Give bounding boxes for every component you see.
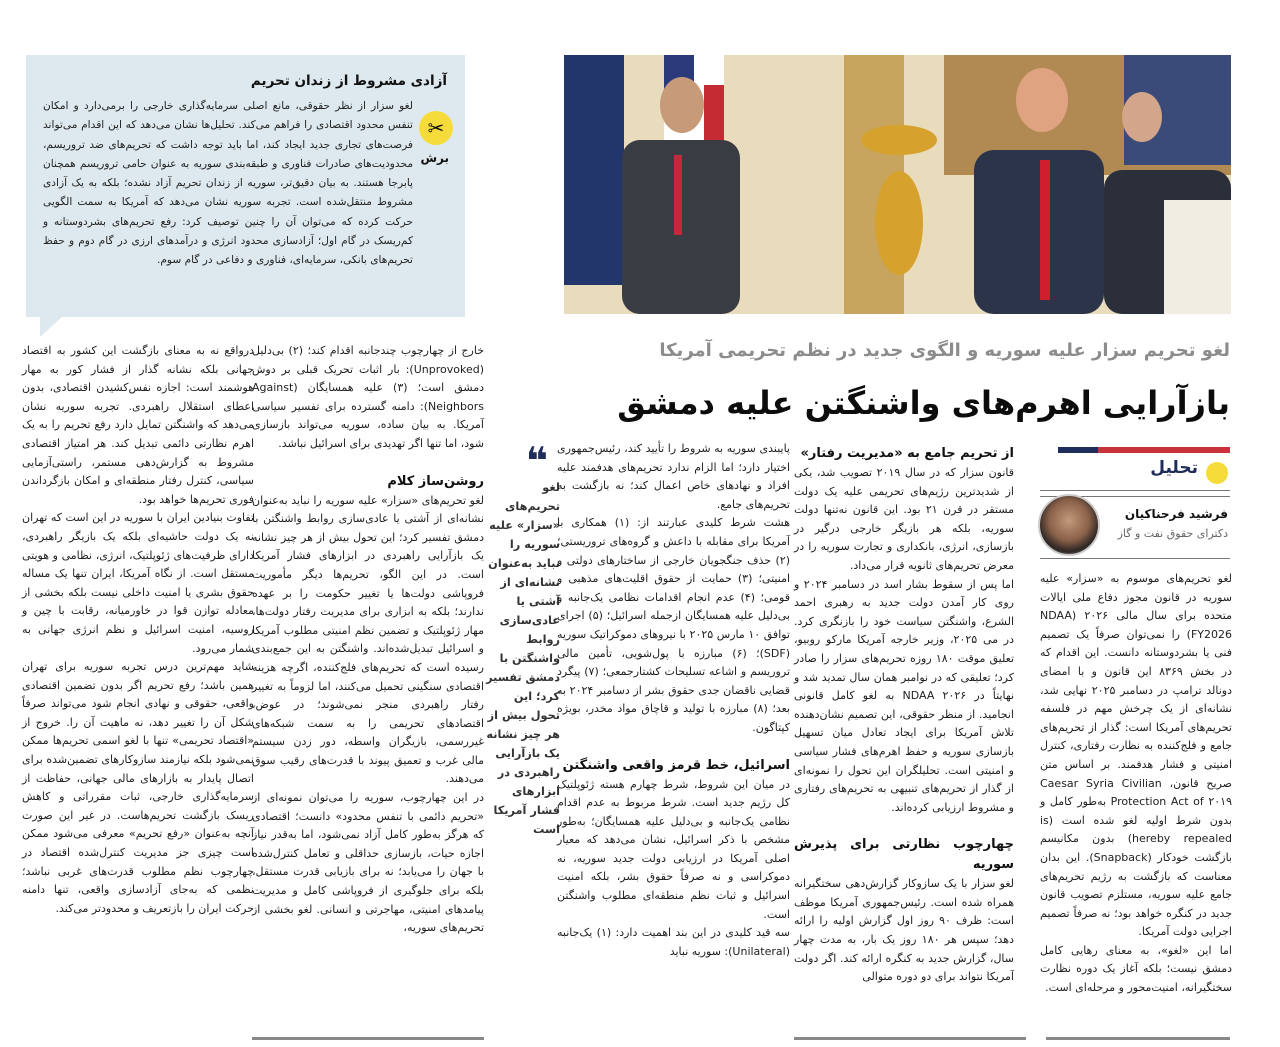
headline-kicker: لغو تحریم سزار علیه سوریه و الگوی جدید در نظم تحریمی آمریکا — [659, 340, 1230, 361]
paragraph: سه قید کلیدی در این بند اهمیت دارد: (۱) یک‌جانبه (Unilateral): سوریه نباید — [557, 926, 790, 958]
article-column-3 — [557, 440, 790, 961]
paragraph: شاید مهم‌ترین درس تجربه سوریه برای تهران همین باشد؛ رفع تحریم اگر بدون تضمین اقتصادی واقعی، حقوقی و نهادی انجام شود می‌تواند صرفاً شکل آن را تغییر دهد، نه ماهیت آن را. خروج از «اقتصاد تحریمی» تنها با لغو اسمی تحریم‌ها ممکن نمی‌شود بلکه نیازمند سازوکارهای تضمین‌شده برای اتصال پایدار به بازارهای مالی جهانی، حفاظت از سرمایه‌گذاری خارجی، ثبات مقرراتی و کاهش ریسک بازگشت تحریم‌هاست. در غیر این صورت آنچه به‌عنوان «رفع تحریم» معرفی می‌شود ممکن است چیزی جز مدیریت کنترل‌شده اقتصاد در چهارچوب نظم مطلوب قدرت‌های غربی نباشد؛ نظمی که به‌جای آزادسازی واقعی، تنها دامنه حرکت ایران را بازتعریف و محدودتر می‌کند. — [22, 660, 254, 915]
section-color-bar-navy — [1058, 447, 1098, 453]
paragraph: لغو تحریم‌های «سزار» علیه سوریه را نباید به‌عنوان نشانه‌ای از آشتی یا عادی‌سازی روابط واشنگتن با دمشق تفسیر کرد؛ این تحول بیش از هر چیز نشانه یک بازآرایی راهبردی در ابزارهای فشار آمریکا است. در این الگو، تحریم‌ها دیگر مأموریت فروپاشی دولت‌ها یا تغییر حکومت را بر عهده ندارند؛ بلکه به ابزاری برای مدیریت رفتار دولت‌ها، مهار ژئوپلتیک و تضمین نظم امنیتی مطلوب آمریکا و اسرائیل تبدیل‌شده‌اند. واشنگتن به این جمع‌بندی رسیده است که تحریم‌های فلج‌کننده، اگرچه هزینه اقتصادی سنگینی تحمیل می‌کنند، اما لزوماً به تغییر رفتار راهبردی منجر نمی‌شوند؛ در عوض، اقتصادهای تحریمی را به سمت شبکه‌های غیررسمی، بازیگران واسطه، دور زدن سیستم مالی غرب و تعمیق پیوند با قدرت‌های رقیب سوق می‌دهند. — [252, 493, 484, 786]
sidebar-excerpt-label: برش — [420, 151, 449, 165]
subheading: از تحریم جامع به «مدیریت رفتار» — [800, 446, 1014, 461]
paragraph: قانون سزار که در سال ۲۰۱۹ تصویب شد، یکی از شدیدترین رژیم‌های تحریمی علیه یک دولت مستقر در قرن ۲۱ بود. این قانون نه‌تنها دولت سوریه، بلکه هر بازیگر خارجی درگیر در بازسازی، انرژی، بانکداری و تجارت سوریه را در معرض تحریم‌های ثانویه قرار می‌داد. — [794, 466, 1015, 572]
subheading: روشن‌ساز کلام — [387, 473, 484, 489]
quote-icon: ❝ — [525, 439, 548, 483]
paragraph: درواقع نه به معنای بازگشت این کشور به اقتصاد جهانی بلکه نشانه گذار از فشار کور به مهار هوشمند است: اجازه نفس‌کشیدن اقتصادی، بدون اعطای استقلال راهبردی. تجربه سوریه نشان می‌دهد که واشنگتن تمایل دارد رفع تحریم را به یک اهرم نظارتی دائمی تبدیل کند. هر امتیاز اقتصادی مشروط به گزارش‌دهی مستمر، راستی‌آزمایی سیاسی، کنترل رفتار منطقه‌ای و امکان بازگرداندن فوری تحریم‌ها خواهد بود. — [22, 344, 254, 506]
section-dot-icon — [1206, 462, 1228, 484]
scissors-icon: ✂ — [419, 111, 453, 145]
bottom-rule — [1046, 1037, 1230, 1040]
section-tag: تحلیل — [1150, 458, 1198, 478]
sidebar-excerpt-text: لغو سزار از نظر حقوقی، مانع اصلی سرمایه‌گذاری خارجی را برمی‌دارد و امکان تنفس محدود اقتصادی را فراهم می‌کند. تحلیل‌ها نشان می‌دهد که این اقدام می‌تواند فرصت‌های تجاری جدید ایجاد کند، اما باید توجه داشت که تحریم‌های ضد تروریسم، محدودیت‌های صادرات فناوری و طبقه‌بندی سوریه به عنوان حامی تروریسم همچنان پابرجا هستند. به بیان دقیق‌تر، سوریه از زندان تحریم آزاد نشده؛ بلکه به یک آزادی مشروط منتقل‌شده است. تجربه سوریه نشان می‌دهد که آمریکا به سمت الگویی حرکت کرده که می‌توان آن را چنین توصیف کرد: رفع تحریم‌های بشردوستانه و کم‌ریسک در گام اول؛ آزادسازی محدود انرژی و درآمدهای ارزی در گام دوم و حفظ تحریم‌های بانکی، سرمایه‌ای، فناوری و دفاعی در گام سوم. — [43, 100, 413, 267]
divider — [1040, 490, 1230, 491]
article-column-5 — [252, 342, 484, 938]
paragraph: خارج از چهارچوب چندجانبه اقدام کند؛ (۲) بی‌دلیل (Unprovoked): بار اثبات تحریک قبلی بر دوش دمشق است؛ (۳) علیه همسایگان (Against Neighbors): دامنه گسترده برای تفسیر سیاسی آمریکا. به بیان ساده، سوریه می‌تواند بازسازی شود، اما تنها اگر تهدیدی برای اسرائیل نباشد. — [252, 344, 485, 450]
paragraph: تفاوت بنیادین ایران با سوریه در این است که تهران نه یک دولت حاشیه‌ای بلکه یک بازیگر راهبردی، دارای ظرفیت‌های ژئوپلتیک، انرژی، نظامی و هویتی مستقل است. از نگاه آمریکا، ایران تنها یک مساله حقوق بشری یا امنیت داخلی نیست بلکه بخشی از معادله توازن قوا در خاورمیانه، رقابت با چین و روسیه، امنیت اسرائیل و نظم انرژی جهانی به شمار می‌رود. — [22, 511, 254, 655]
author-name: فرشید فرحناکیان — [1124, 507, 1228, 521]
article-column-1 — [1040, 570, 1232, 998]
paragraph: در میان این شروط، شرط چهارم هسته ژئوپلتیک کل رژیم جدید است. شرط مربوط به عدم اقدام نظامی یک‌جانبه و بی‌دلیل علیه همسایگان؛ به‌طور مشخص با ذکر اسرائیل، نشان می‌دهد که معیار اصلی آمریکا در ارزیابی دولت جدید سوریه، نه دموکراسی و نه صرفاً حقوق بشر، بلکه امنیت اسرائیل و ثبات نظم منطقه‌ای مطلوب واشنگتن است. — [557, 777, 790, 921]
article-column-2 — [794, 440, 1014, 987]
subheading: چهارچوب نظارتی برای پذیرش سوریه — [794, 837, 1014, 873]
divider — [1040, 558, 1230, 559]
article-photo — [564, 55, 1231, 314]
paragraph: در این چهارچوب، سوریه را می‌توان نمونه‌ای از «تحریم دائمی با تنفس محدود» دانست؛ اقتصادی که هرگز به‌طور کامل آزاد نمی‌شود، اما به‌قدر نیاز اجازه حیات، بازسازی حداقلی و تعامل کنترل‌شده با جهان را می‌یابد؛ نه برای بازیابی قدرت مستقل، بلکه برای جلوگیری از فروپاشی کامل و مدیریت پیامدهای امنیتی، مهاجرتی و انسانی. لغو بخشی از تحریم‌های سوریه، — [252, 791, 484, 935]
photo-illustration — [564, 55, 1231, 314]
bottom-rule — [252, 1037, 484, 1040]
subheading: اسرائیل، خط قرمز واقعی واشنگتن — [562, 757, 790, 773]
bottom-rule — [794, 1037, 1026, 1040]
headline-title: بازآرایی اهرم‌های واشنگتن علیه دمشق — [617, 384, 1230, 422]
sidebar-excerpt-title: آزادی مشروط از زندان تحریم — [250, 73, 447, 89]
speech-tail — [40, 317, 62, 337]
paragraph: اما پس از سقوط بشار اسد در دسامبر ۲۰۲۴ و روی کار آمدن دولت جدید به رهبری احمد الشرع، واشنگتن سیاست خود را بازنگری کرد. در می ۲۰۲۵، وزیر خارجه آمریکا مارکو روبیو، تعلیق موقت ۱۸۰ روزه تحریم‌های سزار را صادر کرد؛ تعلیقی که در نوامبر همان سال تمدید شد و نهایتاً در NDAA ۲۰۲۶ به لغو کامل قانونی انجامید. از منظر حقوقی، این تصمیم نشان‌دهنده تلاش آمریکا برای ایجاد تعادل میان تسهیل بازسازی سوریه و حفظ اهرم‌های فشار سیاسی و امنیتی است. تحلیلگران این تحول را نمونه‌ای از گذار از تحریم‌های تنبیهی به تحریم‌های رفتاری و مشروط ارزیابی کرده‌اند. — [794, 577, 1015, 814]
author-avatar — [1038, 494, 1100, 556]
paragraph: لغو سزار با یک سازوکار گزارش‌دهی سختگیرانه همراه شده است. رئیس‌جمهوری آمریکا موظف است: ظرف ۹۰ روز اول گزارش اولیه را ارائه دهد؛ سپس هر ۱۸۰ روز یک بار، به مدت چهار سال، گزارش جدید به کنگره ارائه کند. اگر دولت آمریکا نتواند برای دو دوره متوالی — [794, 877, 1014, 984]
article-column-6 — [22, 342, 254, 918]
paragraph: اما این «لغو»، به معنای رهایی کامل دمشق نیست؛ بلکه آغاز یک دوره نظارت سختگیرانه، امنیت‌محور و مرحله‌ای است. — [1040, 943, 1232, 995]
sidebar-excerpt-box — [26, 55, 465, 317]
pull-quote: لغو تحریم‌های «سزار» علیه سوریه را نباید به‌عنوان نشانه‌ای از آشتی یا عادی‌سازی روابط واشنگتن با دمشق تفسیر کرد؛ این تحول بیش از هر چیز نشانه یک بازآرایی راهبردی در ابزارهای فشار آمریکا است — [486, 481, 560, 836]
paragraph: لغو تحریم‌های موسوم به «سزار» علیه سوریه در قانون مجوز دفاع ملی ایالات متحده برای سال مالی ۲۰۲۶ (NDAA FY2026) را نمی‌توان صرفاً یک تصمیم فنی یا بشردوستانه دانست. این اقدام که در بخش ۸۳۶۹ این قانون و با امضای دونالد ترامپ در دسامبر ۲۰۲۵ نهایی شد، نشانه‌ای از یک چرخش مهم در فلسفه تحریم‌های آمریکا است: گذار از تحریم‌های جامع و فلج‌کننده به نظارت رفتاری، کنترل امنیتی و فشار هدفمند. بر اساس متن صریح قانون، Caesar Syria Civilian Protection Act of ۲۰۱۹ به‌طور کامل و بدون شرط اولیه لغو شده است (is hereby repealed) بدون مکانیسم بازگشت خودکار (Snapback). این بدان معناست که بازگشت به رژیم تحریم‌های جامع علیه سوریه، مستلزم تصویب قانون جدید در کنگره خواهد بود؛ نه صرفاً تصمیم اجرایی دولت آمریکا. — [1040, 572, 1233, 939]
paragraph: هشت شرط کلیدی عبارتند از: (۱) همکاری با آمریکا برای مقابله با داعش و گروه‌های تروریستی؛ (۲) حذف جنگجویان خارجی از ساختارهای دولتی و امنیتی؛ (۳) حمایت از حقوق اقلیت‌های مذهبی و قومی؛ (۴) عدم انجام اقدامات نظامی یک‌جانبه و بی‌دلیل علیه همسایگان ازجمله اسرائیل؛ (۵) اجرای توافق ۱۰ مارس ۲۰۲۵ با نیروهای دموکراتیک سوریه (SDF)؛ (۶) مبارزه با پول‌شویی، تأمین مالی تروریسم و اشاعه تسلیحات کشتارجمعی؛ (۷) پیگرد قضایی ناقضان جدی حقوق بشر از دسامبر ۲۰۲۴ به بعد؛ (۸) مبارزه با تولید و قاچاق مواد مخدر، بویژه کپتاگون. — [557, 516, 791, 734]
author-role: دکترای حقوق نفت و گاز — [1117, 527, 1228, 540]
paragraph: پایبندی سوریه به شروط را تأیید کند، رئیس‌جمهوری اختیار دارد؛ اما الزام ندارد تحریم‌های هدفمند علیه افراد و نهادهای خاص اعمال کند؛ نه بازگشت به تحریم‌های جامع. — [557, 442, 790, 511]
